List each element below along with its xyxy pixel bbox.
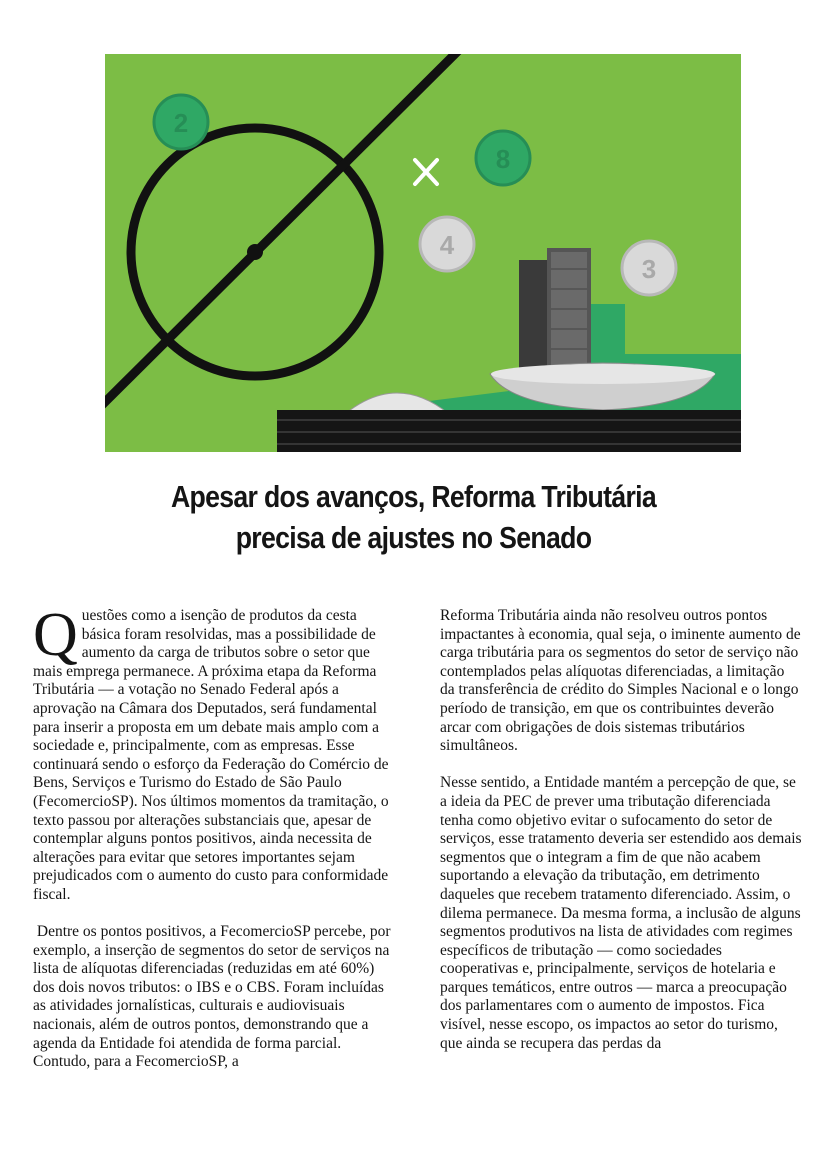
headline-line-1: Apesar dos avanços, Reforma Tributária <box>170 479 657 514</box>
coin-label: 4 <box>439 230 455 260</box>
coin-3 <box>622 241 676 295</box>
headline-line-2: precisa de ajustes no Senado <box>235 520 592 555</box>
coin-4 <box>420 217 474 271</box>
drop-cap: Q <box>33 601 78 669</box>
field-illustration-svg <box>105 54 741 452</box>
hero-illustration <box>105 54 741 452</box>
paragraph-text: Dentre os pontos positivos, a FecomercioSP percebe, por exemplo, a inserção de segmentos do setor de serviços na lista de alíquotas diferenciadas (reduzidas em até 60%) dos dois novos tributos: o IBS e o CBS. Foram incluídas as atividades jornalísticas, culturais e audiovisuais nacionais, além de outros pontos, demonstrando que a agenda da Entidade foi atendida de forma parcial. Contudo, para a FecomercioSP, a <box>33 923 391 1071</box>
coin-label: 3 <box>641 254 657 284</box>
coin-2 <box>154 95 208 149</box>
article-headline <box>60 476 767 558</box>
paragraph-text: uestões como a isenção de produtos da cesta básica foram resolvidas, mas a possibilidade de aumento da carga de tributos sobre o setor que mais emprega permanece. A próxima etapa da Reforma Tributária — a votação no Senado Federal após a aprovação na Câmara dos Deputados, será fundamental para inserir a proposta em um debate mais amplo com a sociedade e, principalmente, com as empresas. Esse continuará sendo o esforço da Federação do Comércio de Bens, Serviços e Turismo do Estado de São Paulo (FecomercioSP). Nos últimos momentos da tramitação, o texto passou por alterações substanciais que, apesar de contemplar alguns pontos positivos, ainda necessita de alterações para evitar que setores importantes sejam prejudicados com o aumento do custo para conformidade fiscal. <box>33 607 389 903</box>
article-column-left <box>33 601 395 1090</box>
congress-towers <box>519 248 591 380</box>
article-column-right <box>440 607 802 1072</box>
congress-base <box>277 410 741 452</box>
coin-8 <box>476 131 530 185</box>
coin-label: 8 <box>495 144 511 174</box>
paragraph <box>33 923 395 1072</box>
paragraph: Nesse sentido, a Entidade mantém a percepção de que, se a ideia da PEC de prever uma tributação diferenciada tenha como objetivo evitar o sufocamento do setor de serviços, esse tratamento deveria ser estendido aos demais segmentos que o integram a fim de que não acabem suportando a elevação da tributação, em detrimento daqueles que recebem tratamento diferenciado. Assim, o dilema permanece. Da mesma forma, a inclusão de alguns segmentos produtivos na lista de atividades com regimes específicos de tributação — como sociedades cooperativas e, principalmente, serviços de hotelaria e parques temáticos, entre outros — marca a preocupação dos parlamentares com o aumento de impostos. Fica visível, nesse escopo, os impactos ao setor do turismo, que ainda se recupera das perdas da <box>440 774 802 1052</box>
paragraph: Reforma Tributária ainda não resolveu outros pontos impactantes à economia, qual seja, o iminente aumento de carga tributária para os segmentos do setor de serviço não contemplados pelas alíquotas diferenciadas, a limitação da transferência de crédito do Simples Nacional e o longo período de transição, em que os contribuintes deverão arcar com obrigações de dois sistemas tributários simultâneos. <box>440 607 801 755</box>
center-dot <box>247 244 263 260</box>
bowl-rim <box>491 364 715 384</box>
paragraph <box>33 601 395 905</box>
coin-label: 2 <box>173 108 189 138</box>
